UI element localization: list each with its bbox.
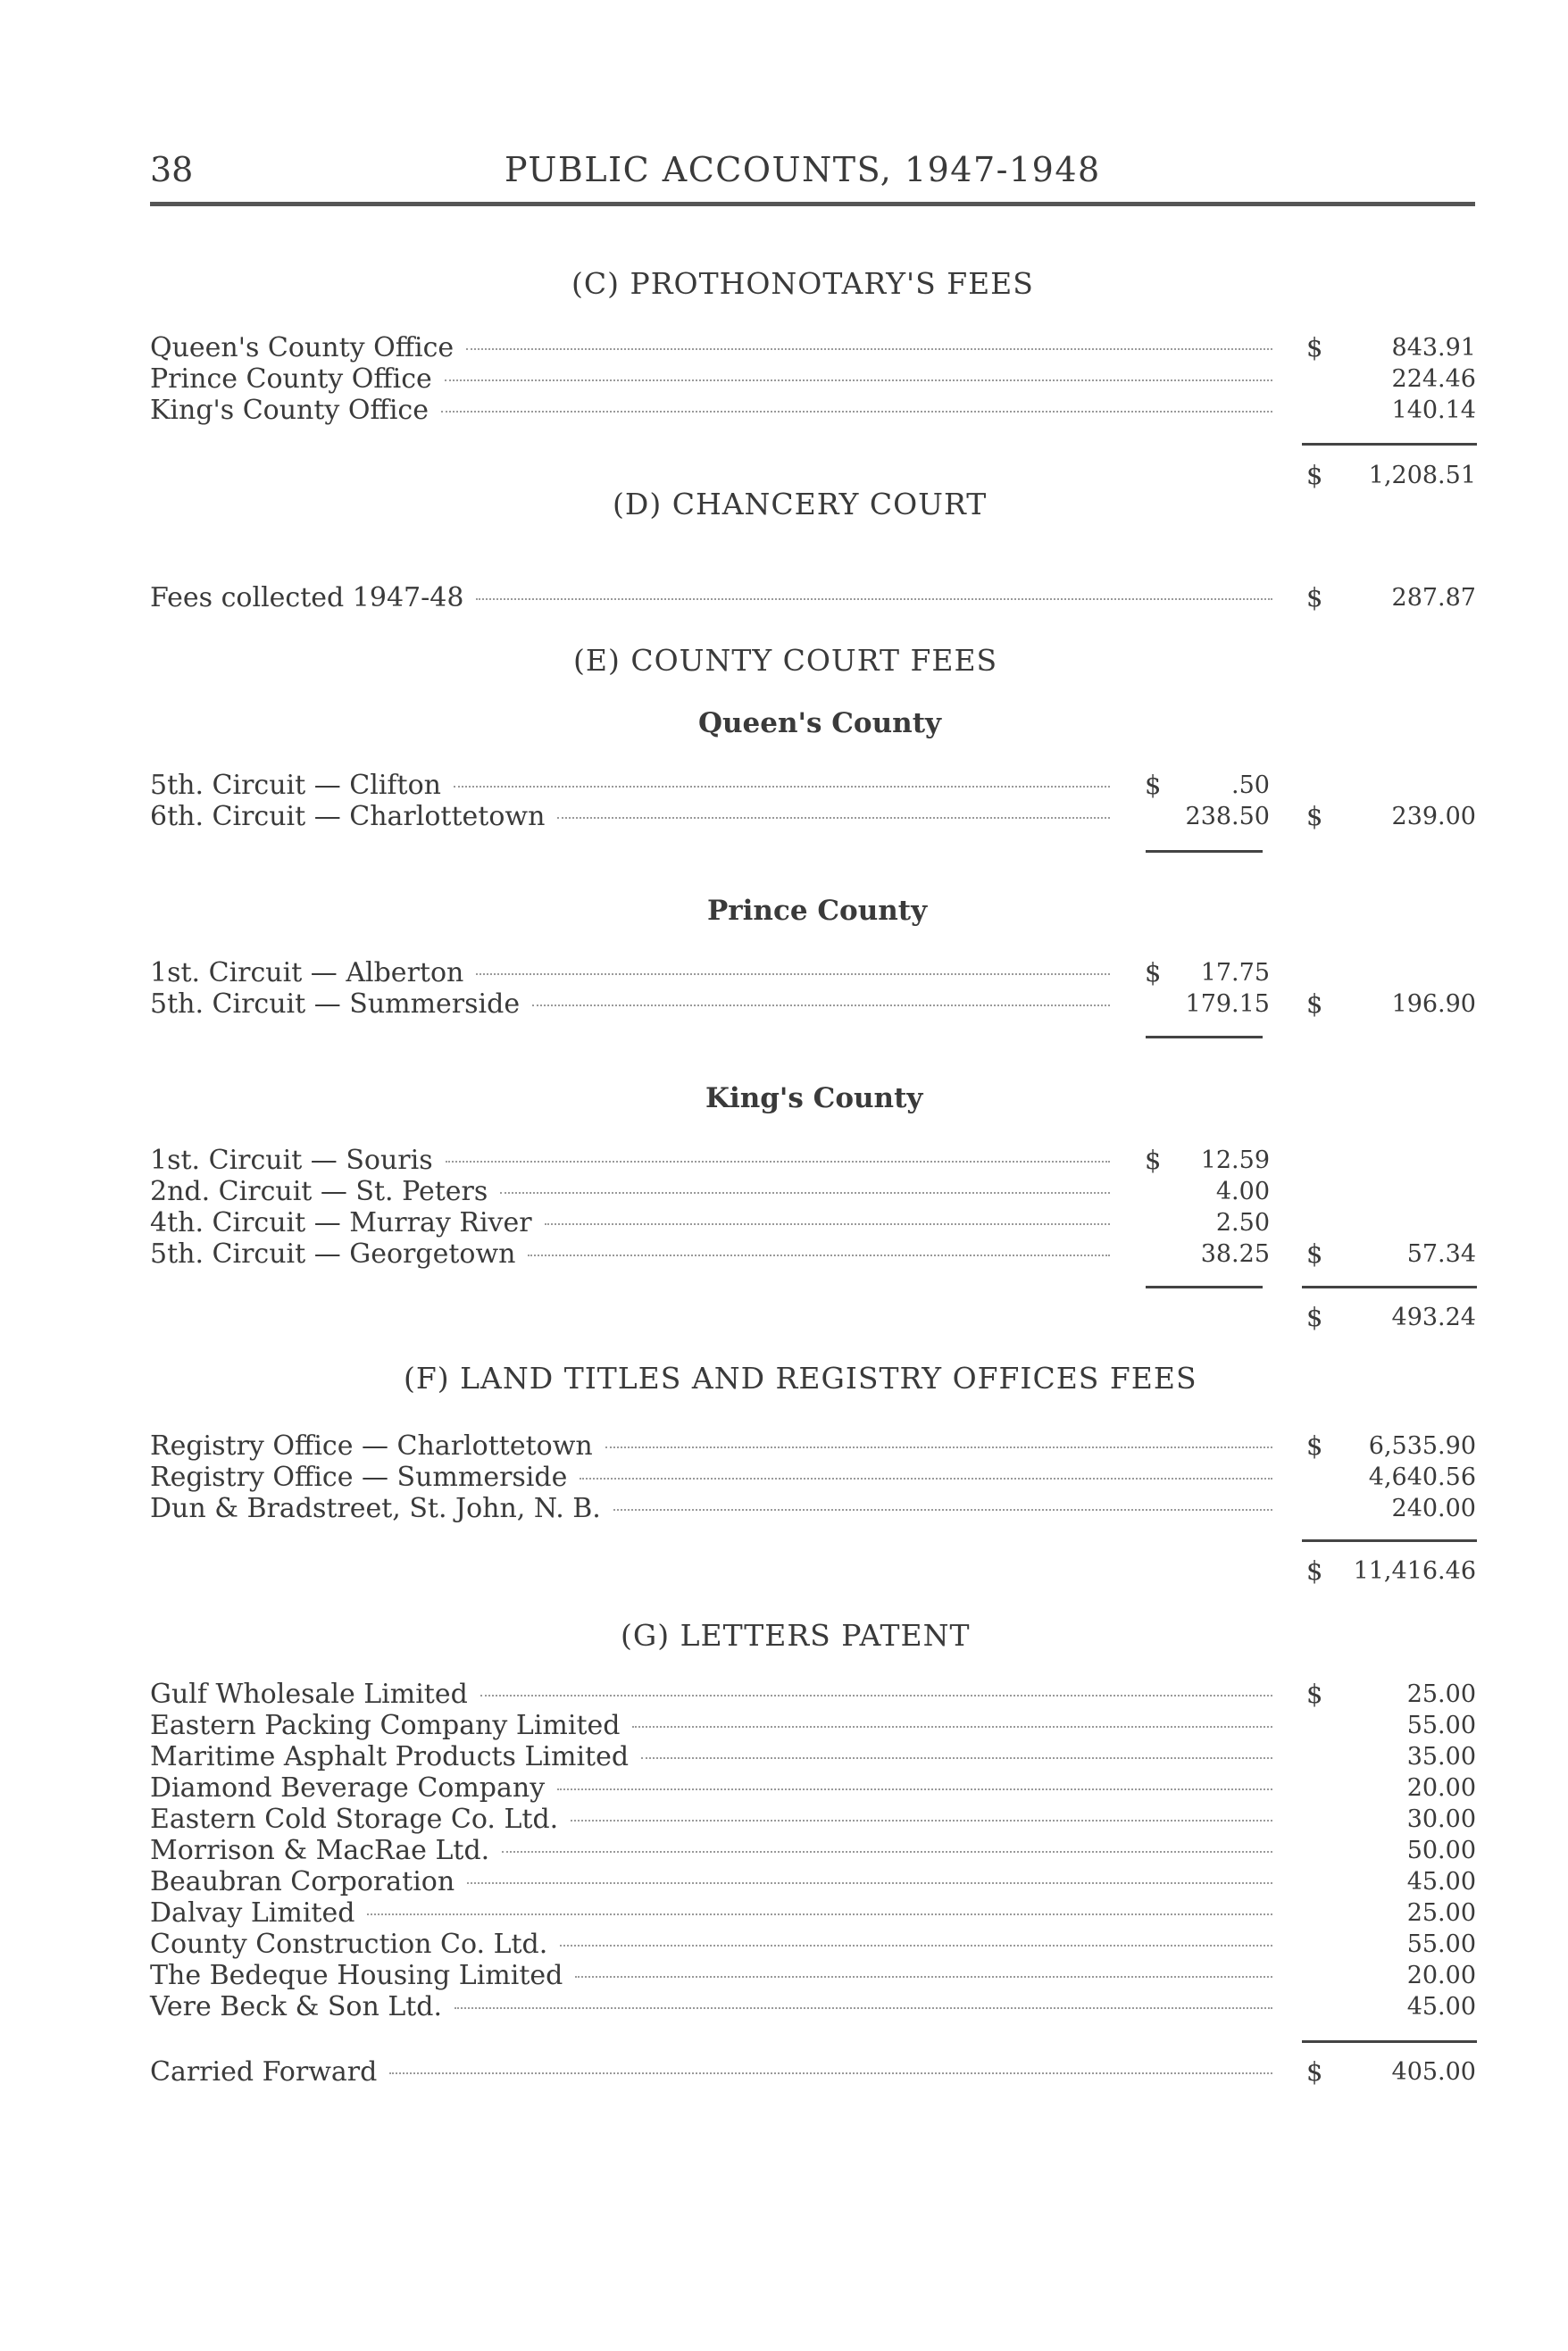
subheading-queens-county: Queen's County bbox=[698, 707, 942, 739]
amount: 50.00 bbox=[1406, 1837, 1476, 1864]
list-item: Eastern Cold Storage Co. Ltd. bbox=[150, 1804, 1280, 1836]
section-total: 11,416.46 bbox=[1353, 1557, 1476, 1585]
dollar-sign: $ bbox=[1306, 2056, 1323, 2087]
amount: 38.25 bbox=[1200, 1240, 1270, 1268]
amount: 17.75 bbox=[1200, 959, 1270, 987]
list-item: Vere Beck & Son Ltd. bbox=[150, 1991, 1280, 2023]
amount: 6,535.90 bbox=[1368, 1432, 1476, 1460]
subtotal-rule bbox=[1146, 850, 1263, 853]
dollar-sign: $ bbox=[1145, 770, 1162, 800]
section-heading-letters-patent: (G) LETTERS PATENT bbox=[621, 1618, 971, 1653]
list-item: Fees collected 1947-48 bbox=[150, 582, 1280, 614]
amount: 240.00 bbox=[1391, 1495, 1476, 1522]
total-rule bbox=[1302, 1286, 1477, 1288]
section-heading-chancery: (D) CHANCERY COURT bbox=[613, 487, 988, 521]
dollar-sign: $ bbox=[1306, 582, 1323, 613]
total-rule bbox=[1302, 2040, 1477, 2043]
dollar-sign: $ bbox=[1306, 1430, 1323, 1461]
amount: 12.59 bbox=[1200, 1146, 1270, 1174]
subheading-prince-county: Prince County bbox=[707, 895, 928, 927]
amount: 4,640.56 bbox=[1368, 1463, 1476, 1491]
subtotal: 196.90 bbox=[1391, 990, 1476, 1018]
amount: 35.00 bbox=[1406, 1743, 1476, 1771]
dollar-sign: $ bbox=[1306, 1302, 1323, 1332]
list-item: 5th. Circuit — Georgetown bbox=[150, 1238, 1117, 1271]
list-item: Prince County Office bbox=[150, 363, 1280, 396]
list-item: 6th. Circuit — Charlottetown bbox=[150, 801, 1117, 833]
amount: 45.00 bbox=[1406, 1993, 1476, 2021]
amount: 20.00 bbox=[1406, 1774, 1476, 1802]
amount: 4.00 bbox=[1215, 1178, 1270, 1205]
subheading-kings-county: King's County bbox=[705, 1082, 923, 1114]
list-item: Gulf Wholesale Limited bbox=[150, 1679, 1280, 1711]
list-item: 2nd. Circuit — St. Peters bbox=[150, 1176, 1117, 1208]
subtotal-rule bbox=[1146, 1036, 1263, 1038]
dollar-sign: $ bbox=[1306, 1679, 1323, 1709]
dollar-sign: $ bbox=[1306, 801, 1323, 831]
list-item: Registry Office — Summerside bbox=[150, 1462, 1280, 1494]
section-heading-county-court: (E) COUNTY COURT FEES bbox=[573, 643, 998, 678]
amount: .50 bbox=[1231, 771, 1270, 799]
total-rule bbox=[1302, 443, 1477, 446]
amount: 45.00 bbox=[1406, 1868, 1476, 1896]
list-item: 1st. Circuit — Alberton bbox=[150, 957, 1117, 989]
header-rule bbox=[150, 202, 1475, 206]
dollar-sign: $ bbox=[1306, 460, 1323, 490]
amount: 140.14 bbox=[1391, 396, 1476, 424]
dollar-sign: $ bbox=[1306, 988, 1323, 1019]
total-rule bbox=[1302, 1539, 1477, 1542]
amount: 25.00 bbox=[1406, 1680, 1476, 1708]
dollar-sign: $ bbox=[1306, 1555, 1323, 1586]
list-item: 5th. Circuit — Clifton bbox=[150, 770, 1117, 802]
list-item: Morrison & MacRae Ltd. bbox=[150, 1835, 1280, 1867]
amount: 30.00 bbox=[1406, 1805, 1476, 1833]
amount: 20.00 bbox=[1406, 1962, 1476, 1989]
section-total: 493.24 bbox=[1391, 1304, 1476, 1331]
list-item: The Bedeque Housing Limited bbox=[150, 1960, 1280, 1992]
section-heading-prothonotary: (C) PROTHONOTARY'S FEES bbox=[571, 266, 1034, 301]
amount: 843.91 bbox=[1391, 334, 1476, 362]
section-total: 1,208.51 bbox=[1368, 462, 1476, 489]
amount: 238.50 bbox=[1185, 803, 1270, 830]
subtotal: 239.00 bbox=[1391, 803, 1476, 830]
list-item: Diamond Beverage Company bbox=[150, 1772, 1280, 1805]
dollar-sign: $ bbox=[1306, 332, 1323, 363]
subtotal-rule bbox=[1146, 1286, 1263, 1288]
amount: 224.46 bbox=[1391, 365, 1476, 393]
carried-forward-amount: 405.00 bbox=[1391, 2058, 1476, 2086]
amount: 2.50 bbox=[1215, 1209, 1270, 1237]
dollar-sign: $ bbox=[1145, 957, 1162, 988]
carried-forward-row: Carried Forward bbox=[150, 2056, 1280, 2088]
amount: 55.00 bbox=[1406, 1930, 1476, 1958]
section-heading-land-titles: (F) LAND TITLES AND REGISTRY OFFICES FEES bbox=[404, 1361, 1197, 1396]
list-item: Eastern Packing Company Limited bbox=[150, 1710, 1280, 1742]
amount: 55.00 bbox=[1406, 1712, 1476, 1739]
subtotal: 57.34 bbox=[1406, 1240, 1476, 1268]
page-number: 38 bbox=[150, 150, 194, 189]
list-item: 4th. Circuit — Murray River bbox=[150, 1207, 1117, 1239]
dollar-sign: $ bbox=[1306, 1238, 1323, 1269]
list-item: Maritime Asphalt Products Limited bbox=[150, 1741, 1280, 1773]
list-item: Dalvay Limited bbox=[150, 1897, 1280, 1930]
page-title: PUBLIC ACCOUNTS, 1947-1948 bbox=[505, 150, 1101, 189]
dollar-sign: $ bbox=[1145, 1145, 1162, 1175]
list-item: Beaubran Corporation bbox=[150, 1866, 1280, 1898]
amount: 287.87 bbox=[1391, 584, 1476, 612]
list-item: King's County Office bbox=[150, 395, 1280, 427]
list-item: County Construction Co. Ltd. bbox=[150, 1929, 1280, 1961]
amount: 179.15 bbox=[1185, 990, 1270, 1018]
list-item: 5th. Circuit — Summerside bbox=[150, 988, 1117, 1021]
list-item: Queen's County Office bbox=[150, 332, 1280, 364]
list-item: Dun & Bradstreet, St. John, N. B. bbox=[150, 1493, 1280, 1525]
list-item: Registry Office — Charlottetown bbox=[150, 1430, 1280, 1463]
list-item: 1st. Circuit — Souris bbox=[150, 1145, 1117, 1177]
amount: 25.00 bbox=[1406, 1899, 1476, 1927]
